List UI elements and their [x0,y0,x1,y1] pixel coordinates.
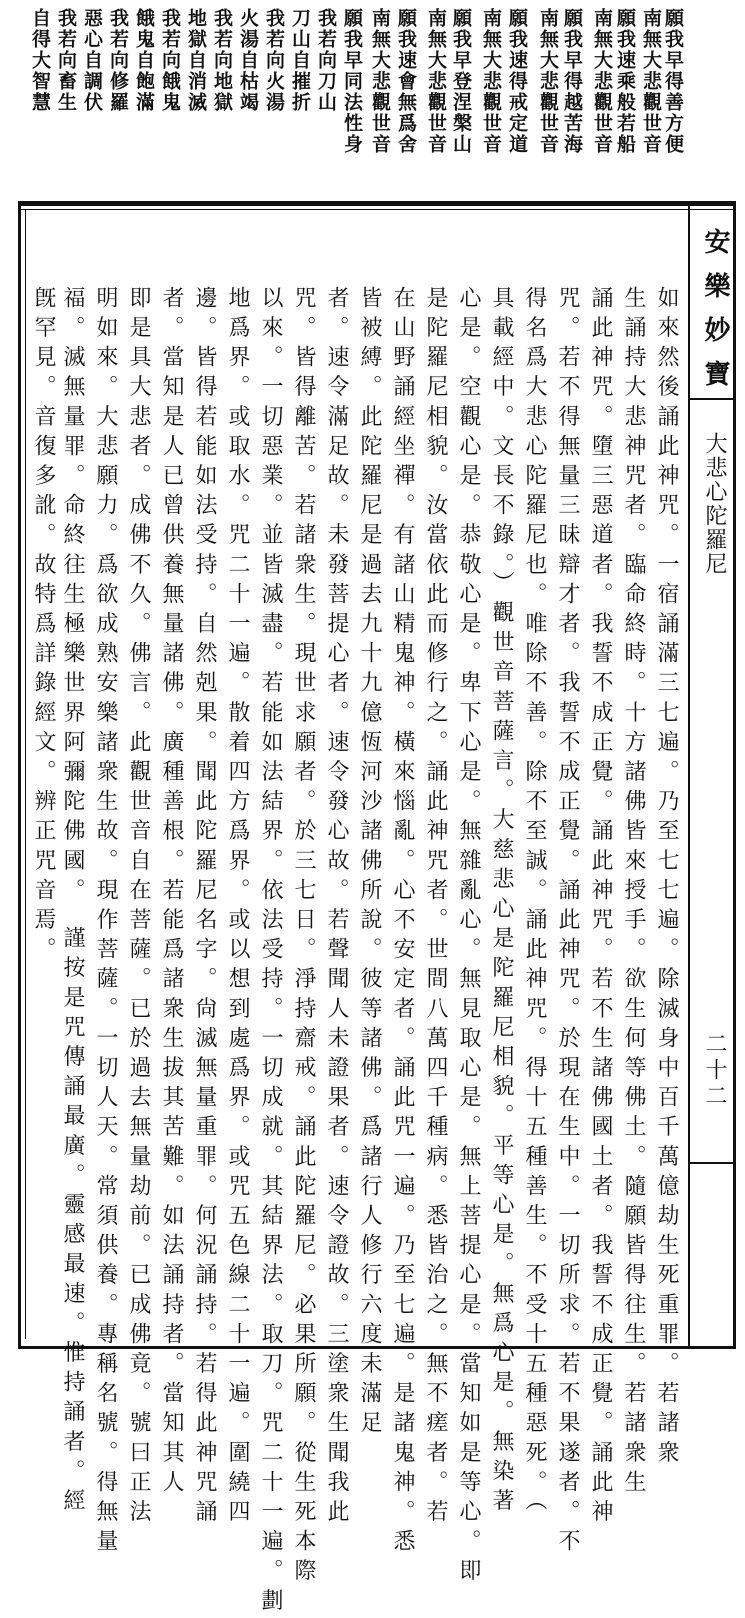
verse-line: 我若向地獄 [211,8,233,113]
verse-line: 我若向畜生 [55,8,77,113]
verse-line: 刀山自摧折 [289,8,311,113]
verse-line: 南無大悲觀世音 [640,8,662,155]
body-line: 得名爲大悲心陀羅尼也。唯除不善。除不至誠。誦此神咒。得十五種善生。不受十五種惡死。（ [522,286,547,1519]
verse-line: 願我速乘般若船 [614,8,636,155]
body-line: 咒。皆得離苦。若諸衆生。現世求願者。於三七日。淨持齋戒。誦此陀羅尼。必果所願。從生死本際 [291,286,316,1589]
verse-line: 願我速得戒定道 [506,8,528,155]
frame-top-rule [18,201,736,206]
book-title: 安樂妙寶 [700,228,730,404]
verse-line: 自得大智慧 [29,8,51,113]
margin-divider [688,201,690,1349]
body-line: 邊。皆得若能如法受持。自然剋果。聞此陀羅尼名字。尙滅無量重罪。何況誦持。若得此神咒誦 [192,286,217,1530]
body-line: 心是。空觀心是。恭敬心是。卑下心是。無雜亂心。無見取心是。無上菩提心是。當知如是等心。即 [456,286,481,1589]
body-line: 在山野誦經坐禪。有諸山精鬼神。橫來惱亂。心不安定者。誦此咒一遍。乃至七遍。是諸鬼神。悉 [390,286,415,1559]
verse-line: 願我早得善方便 [662,8,684,155]
verse-line: 惡心自調伏 [81,8,103,113]
verse-line: 我若向修羅 [107,8,129,113]
body-line: 咒。若不得無量三昧辯才者。我誓不成正覺。誦此神咒。於現在生中。一切所求。若不果遂者。不 [555,286,580,1559]
verse-line: 我若向火湯 [263,8,285,113]
verse-line: 南無大悲觀世音 [369,8,391,155]
verse-line: 願我早登涅槃山 [450,8,472,155]
verse-line: 我若向刀山 [315,8,337,113]
body-line: 地爲界。或取水。咒二十一遍。散着四方爲界。或以想到處爲界。或咒五色線二十一遍。圍繞四 [225,286,250,1530]
verse-line: 餓鬼自飽滿 [133,8,155,113]
verse-line: 願我速會無爲舍 [395,8,417,155]
verse-line: 南無大悲觀世音 [591,8,613,155]
body-line: 者。速令滿足故。未發菩提心者。速令發心故。若聲聞人未證果者。速令證故。三塗衆生聞我此 [324,286,349,1530]
body-line: 以來。一切惡業。並皆滅盡。若能如法結界。依法受持。一切成就。其結界法。取刀。咒二十一遍。劃 [258,286,283,1618]
body-line: 福。滅無量罪。命終往生極樂世界阿彌陀佛國。 謹按是咒傳誦最廣。靈感最速。惟持誦者。經 [60,286,85,1519]
verse-line: 南無大悲觀世音 [425,8,447,155]
body-line: 旣罕見。音復多訛。故特爲詳錄經文。辨正咒音焉。 [31,286,56,967]
body-line: 是陀羅尼相貌。汝當依此而修行之。誦此神咒者。世間八萬四千種病。悉皆治之。無不瘥者。若 [423,286,448,1530]
verse-line: 我若向餓鬼 [159,8,181,113]
body-line: 如來然後誦此神咒。一宿誦滿三七遍。乃至七七遍。除滅身中百千萬億劫生死重罪。若諸衆 [654,286,679,1470]
verse-line: 願我早同法性身 [341,8,363,155]
frame-left-rule [18,201,21,1349]
frame-top-rule-thin [18,209,736,210]
body-line: 具載經中。文長不錄。）觀世音菩薩言。大慈悲心是陀羅尼相貌。平等心是。無爲心是。無染著 [489,286,514,1519]
page-number: 二十二 [702,1032,727,1110]
verse-line: 南無大悲觀世音 [480,8,502,155]
chapter-title: 大悲心陀羅尼 [702,432,727,576]
body-line: 者。當知是人已曾供養無量諸佛。廣種善根。若能爲諸衆生拔其苦難。如法誦持者。當知其人 [159,286,184,1500]
margin-rule-lower [690,1162,734,1164]
verse-line: 火湯自枯竭 [237,8,259,113]
body-line: 皆被縛。此陀羅尼是過去九十九億恆河沙諸佛所說。彼等諸佛。爲諸行人修行六度未滿足 [357,286,382,1441]
body-line: 誦此神咒。墮三惡道者。我誓不成正覺。誦此神咒。若不生諸佛國土者。我誓不成正覺。誦此神 [588,286,613,1530]
verse-line: 願我早得越苦海 [561,8,583,155]
body-line: 即是具大悲者。成佛不久。佛言。此觀世音自在菩薩。已於過去無量劫前。已成佛竟。號曰正法 [126,286,151,1530]
verse-line: 南無大悲觀世音 [537,8,559,155]
frame-left-rule-thin [25,209,26,1339]
body-line: 生誦持大悲神咒者。臨命終時。十方諸佛皆來授手。欲生何等佛土。隨願皆得往生。若諸衆生 [621,286,646,1500]
verse-line: 地獄自消滅 [185,8,207,113]
body-line: 明如來。大悲願力。爲欲成熟安樂諸衆生故。現作菩薩。一切人天。常須供養。專稱名號。得無量 [93,286,118,1559]
